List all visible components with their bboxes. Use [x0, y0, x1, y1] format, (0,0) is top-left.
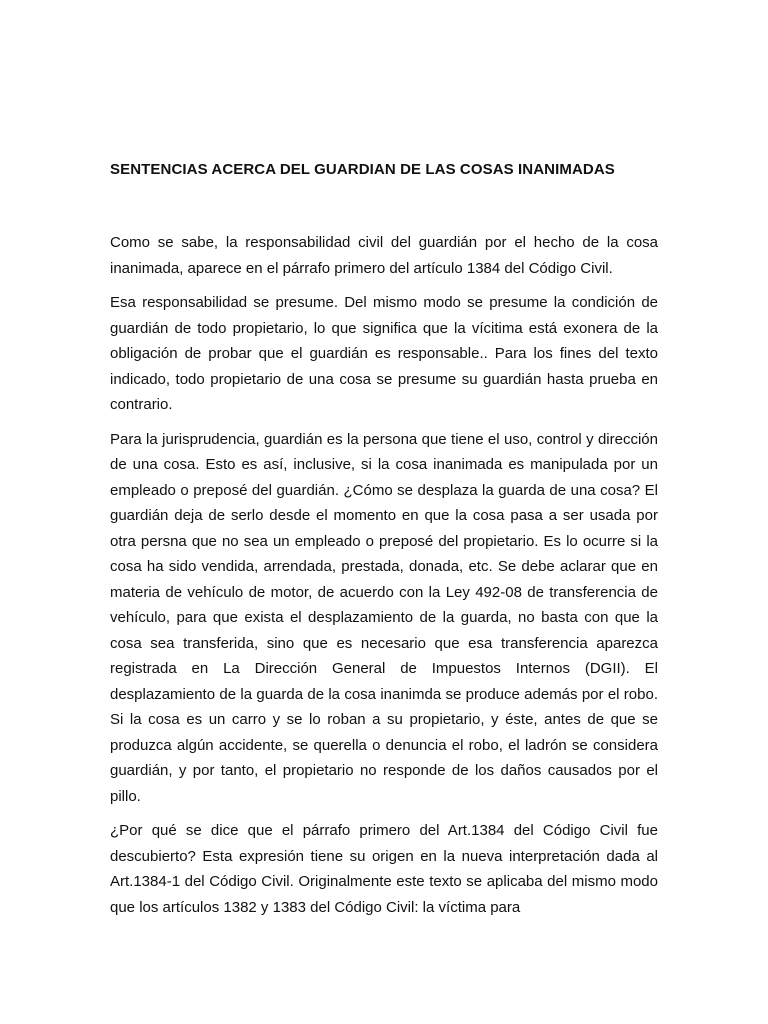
document-body — [110, 230, 658, 929]
document-title: SENTENCIAS ACERCA DEL GUARDIAN DE LAS COSAS INANIMADAS — [110, 161, 615, 178]
paragraph: Para la jurisprudencia, guardián es la persona que tiene el uso, control y dirección de una cosa. Esto es así, inclusive, si la cosa inanimada es manipulada por un empleado o preposé del guardián. ¿Cómo se desplaza la guarda de una cosa? El guardián deja de serlo desde el momento en que la cosa pasa a ser usada por otra persna que no sea un empleado o preposé del propietario. Es lo ocurre si la cosa ha sido vendida, arrendada, prestada, donada, etc. Se debe aclarar que en materia de vehículo de motor, de acuerdo con la Ley 492-08 de transferencia de vehículo, para que exista el desplazamiento de la guarda, no basta con que la cosa sea transferida, sino que es necesario que esa transferencia aparezca registrada en La Dirección General de Impuestos Internos (DGII). El desplazamiento de la guarda de la cosa inanimda se produce además por el robo. Si la cosa es un carro y se lo roban a su propietario, y éste, antes de que se produzca algún accidente, se querella o denuncia el robo, el ladrón se considera guardián, y por tanto, el propietario no responde de los daños causados por el pillo. — [110, 430, 658, 805]
paragraph: Esa responsabilidad se presume. Del mismo modo se presume la condición de guardián de todo propietario, lo que significa que la vícitima está exonera de la obligación de probar que el guardián es responsable.. Para los fines del texto indicado, todo propietario de una cosa se presume su guardián hasta prueba en contrario. — [110, 294, 658, 413]
paragraph: ¿Por qué se dice que el párrafo primero del Art.1384 del Código Civil fue descubierto? Esta expresión tiene su origen en la nueva interpretación dada al Art.1384-1 del Código Civil. Originalmente este texto se aplicaba del mismo modo que los artículos 1382 y 1383 del Código Civil: la víctima para — [110, 822, 658, 916]
paragraph: Como se sabe, la responsabilidad civil del guardián por el hecho de la cosa inanimada, aparece en el párrafo primero del artículo 1384 del Código Civil. — [110, 234, 658, 277]
